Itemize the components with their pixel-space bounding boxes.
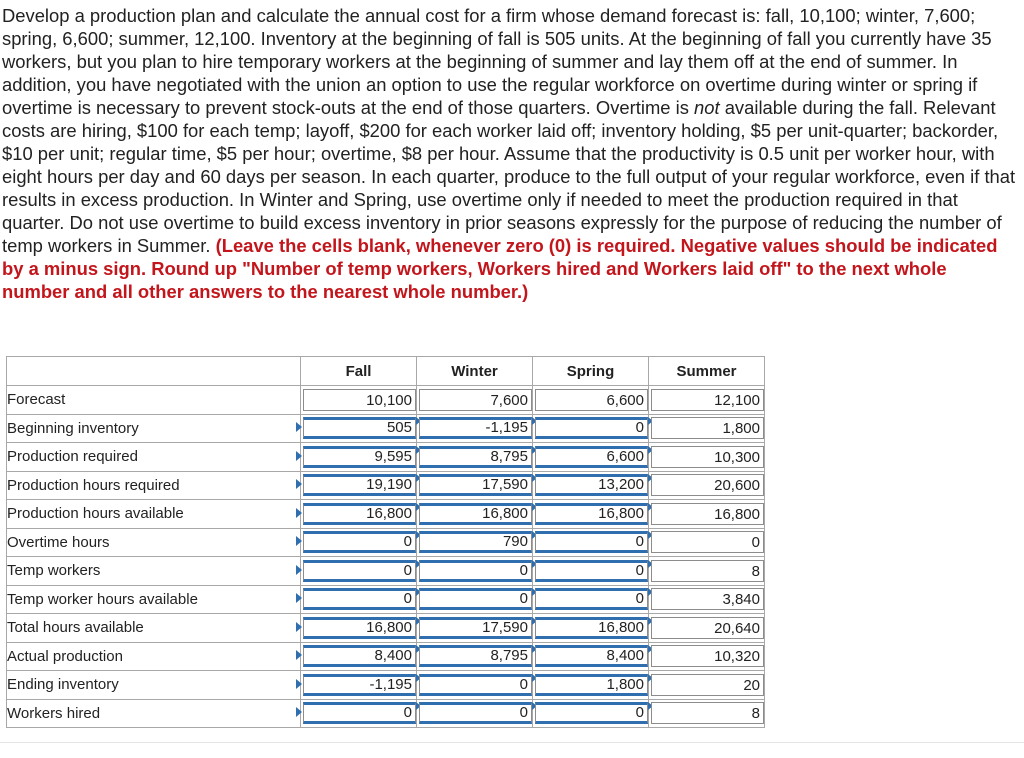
row-label-workers-hired: Workers hired xyxy=(7,699,301,728)
value-input-forecast-summer: 12,100 xyxy=(651,389,764,411)
cell-spring xyxy=(533,471,649,500)
cell-winter xyxy=(417,642,533,671)
value-input-beginning-inventory-spring[interactable]: 0 xyxy=(535,417,648,439)
cell-winter xyxy=(417,528,533,557)
cell-summer xyxy=(649,699,765,728)
value-input-overtime-hours-fall[interactable]: 0 xyxy=(303,531,416,553)
problem-statement xyxy=(2,4,1018,303)
cell-fall xyxy=(301,471,417,500)
table-row xyxy=(7,585,765,614)
cell-summer xyxy=(649,500,765,529)
row-marker-icon xyxy=(296,422,302,432)
value-input-production-hours-available-winter[interactable]: 16,800 xyxy=(419,503,532,525)
value-input-production-hours-available-spring[interactable]: 16,800 xyxy=(535,503,648,525)
cell-fall xyxy=(301,386,417,415)
header-spring: Spring xyxy=(533,357,649,386)
value-input-actual-production-spring[interactable]: 8,400 xyxy=(535,645,648,667)
value-input-overtime-hours-spring[interactable]: 0 xyxy=(535,531,648,553)
cell-fall xyxy=(301,699,417,728)
value-input-ending-inventory-summer[interactable]: 20 xyxy=(651,674,764,696)
cell-spring xyxy=(533,500,649,529)
value-input-production-hours-required-fall[interactable]: 19,190 xyxy=(303,474,416,496)
instruction-text: (Leave the cells blank, whenever zero (0) is required. Negative values should be indicated by a minus sign. Round up "Number of temp workers, Workers hired and Workers laid off" to the next whole number and all other answers to the nearest whole number.) xyxy=(2,235,998,302)
value-input-workers-hired-spring[interactable]: 0 xyxy=(535,702,648,724)
problem-emphasis: not xyxy=(694,97,720,118)
table-row xyxy=(7,500,765,529)
cell-winter xyxy=(417,471,533,500)
cell-fall xyxy=(301,528,417,557)
cell-winter xyxy=(417,671,533,700)
cell-fall xyxy=(301,557,417,586)
value-input-ending-inventory-fall[interactable]: -1,195 xyxy=(303,674,416,696)
table-row xyxy=(7,471,765,500)
cell-summer xyxy=(649,443,765,472)
row-marker-icon xyxy=(296,451,302,461)
row-label-production-hours-required: Production hours required xyxy=(7,471,301,500)
cell-summer xyxy=(649,642,765,671)
cell-summer xyxy=(649,471,765,500)
problem-text-part1: Develop a production plan and calculate the annual cost for a firm whose demand forecast is: fall, 10,100; winter, 7,600; spring, 6,600; summer, 12,100. Inventory at the beginning of fall is 505 units. At the beginning of fall you currently have 35 workers, but you plan to hire temporary workers at the beginning of summer and lay them off at the end of summer. In addition, you have negotiated with the union an option to use the regular workforce on overtime during winter or spring if overtime is necessary to prevent stock-outs at the end of those quarters. Overtime is xyxy=(2,5,992,118)
value-input-ending-inventory-spring[interactable]: 1,800 xyxy=(535,674,648,696)
row-label-total-hours-available: Total hours available xyxy=(7,614,301,643)
header-winter: Winter xyxy=(417,357,533,386)
value-input-beginning-inventory-winter[interactable]: -1,195 xyxy=(419,417,532,439)
value-input-actual-production-summer[interactable]: 10,320 xyxy=(651,645,764,667)
table-row xyxy=(7,699,765,728)
value-input-production-hours-required-winter[interactable]: 17,590 xyxy=(419,474,532,496)
value-input-temp-worker-hours-available-fall[interactable]: 0 xyxy=(303,588,416,610)
cell-spring xyxy=(533,642,649,671)
value-input-total-hours-available-fall[interactable]: 16,800 xyxy=(303,617,416,639)
value-input-overtime-hours-winter[interactable]: 790 xyxy=(419,531,532,553)
table-row xyxy=(7,528,765,557)
value-input-temp-worker-hours-available-winter[interactable]: 0 xyxy=(419,588,532,610)
row-label-beginning-inventory: Beginning inventory xyxy=(7,414,301,443)
cell-winter xyxy=(417,443,533,472)
cell-winter xyxy=(417,585,533,614)
row-label-production-required: Production required xyxy=(7,443,301,472)
value-input-temp-workers-winter[interactable]: 0 xyxy=(419,560,532,582)
value-input-production-hours-available-summer[interactable]: 16,800 xyxy=(651,503,764,525)
cell-spring xyxy=(533,414,649,443)
value-input-beginning-inventory-fall[interactable]: 505 xyxy=(303,417,416,439)
value-input-forecast-fall: 10,100 xyxy=(303,389,416,411)
production-plan-table xyxy=(6,356,765,728)
value-input-workers-hired-winter[interactable]: 0 xyxy=(419,702,532,724)
row-marker-icon xyxy=(296,479,302,489)
row-label-forecast: Forecast xyxy=(7,386,301,415)
value-input-temp-worker-hours-available-summer[interactable]: 3,840 xyxy=(651,588,764,610)
cell-fall xyxy=(301,414,417,443)
cell-winter xyxy=(417,557,533,586)
row-label-temp-workers: Temp workers xyxy=(7,557,301,586)
value-input-forecast-spring: 6,600 xyxy=(535,389,648,411)
cell-spring xyxy=(533,386,649,415)
value-input-temp-worker-hours-available-spring[interactable]: 0 xyxy=(535,588,648,610)
table-row xyxy=(7,443,765,472)
cell-fall xyxy=(301,500,417,529)
value-input-beginning-inventory-summer[interactable]: 1,800 xyxy=(651,417,764,439)
header-row xyxy=(7,357,765,386)
cell-winter xyxy=(417,414,533,443)
table-row xyxy=(7,414,765,443)
cell-winter xyxy=(417,386,533,415)
value-input-forecast-winter: 7,600 xyxy=(419,389,532,411)
cell-fall xyxy=(301,671,417,700)
row-marker-icon xyxy=(296,650,302,660)
cell-fall xyxy=(301,443,417,472)
row-marker-icon xyxy=(296,622,302,632)
cell-spring xyxy=(533,585,649,614)
table-row xyxy=(7,386,765,415)
value-input-production-hours-required-spring[interactable]: 13,200 xyxy=(535,474,648,496)
row-label-ending-inventory: Ending inventory xyxy=(7,671,301,700)
header-summer: Summer xyxy=(649,357,765,386)
cell-fall xyxy=(301,585,417,614)
cell-spring xyxy=(533,528,649,557)
row-marker-icon xyxy=(296,707,302,717)
row-marker-icon xyxy=(296,508,302,518)
table-row xyxy=(7,557,765,586)
cell-summer xyxy=(649,386,765,415)
cell-summer xyxy=(649,528,765,557)
value-input-ending-inventory-winter[interactable]: 0 xyxy=(419,674,532,696)
table-row xyxy=(7,614,765,643)
value-input-workers-hired-fall[interactable]: 0 xyxy=(303,702,416,724)
value-input-total-hours-available-summer[interactable]: 20,640 xyxy=(651,617,764,639)
value-input-actual-production-winter[interactable]: 8,795 xyxy=(419,645,532,667)
row-marker-icon xyxy=(296,679,302,689)
cell-fall xyxy=(301,642,417,671)
value-input-production-required-fall[interactable]: 9,595 xyxy=(303,446,416,468)
row-label-production-hours-available: Production hours available xyxy=(7,500,301,529)
bottom-divider xyxy=(0,742,1024,743)
header-fall: Fall xyxy=(301,357,417,386)
row-label-overtime-hours: Overtime hours xyxy=(7,528,301,557)
row-marker-icon xyxy=(296,593,302,603)
cell-summer xyxy=(649,414,765,443)
value-input-production-hours-required-summer[interactable]: 20,600 xyxy=(651,474,764,496)
cell-fall xyxy=(301,614,417,643)
cell-winter xyxy=(417,614,533,643)
cell-summer xyxy=(649,557,765,586)
value-input-temp-workers-fall[interactable]: 0 xyxy=(303,560,416,582)
table-row xyxy=(7,642,765,671)
problem-text-part2: available during the fall. Relevant costs are hiring, $100 for each temp; layoff, $200 for each worker laid off; inventory holding, $5 per unit-quarter; backorder, $10 per unit; regular time, $5 per hour; overtime, $8 per hour. Assume that the productivity is 0.5 unit per worker hour, with eight hours per day and 60 days per season. In each quarter, produce to the full output of your regular workforce, even if that results in excess production. In Winter and Spring, use overtime only if needed to meet the production required in that quarter. Do not use overtime to build excess inventory in prior seasons expressly for the purpose of reducing the number of temp workers in Summer. xyxy=(2,97,1016,256)
row-marker-icon xyxy=(296,565,302,575)
cell-winter xyxy=(417,699,533,728)
value-input-total-hours-available-winter[interactable]: 17,590 xyxy=(419,617,532,639)
value-input-workers-hired-summer[interactable]: 8 xyxy=(651,702,764,724)
value-input-production-hours-available-fall[interactable]: 16,800 xyxy=(303,503,416,525)
value-input-temp-workers-spring[interactable]: 0 xyxy=(535,560,648,582)
row-label-temp-worker-hours-available: Temp worker hours available xyxy=(7,585,301,614)
value-input-total-hours-available-spring[interactable]: 16,800 xyxy=(535,617,648,639)
cell-spring xyxy=(533,614,649,643)
cell-spring xyxy=(533,443,649,472)
cell-spring xyxy=(533,671,649,700)
row-label-actual-production: Actual production xyxy=(7,642,301,671)
table-row xyxy=(7,671,765,700)
value-input-production-required-summer[interactable]: 10,300 xyxy=(651,446,764,468)
cell-summer xyxy=(649,585,765,614)
cell-summer xyxy=(649,671,765,700)
value-input-temp-workers-summer[interactable]: 8 xyxy=(651,560,764,582)
value-input-actual-production-fall[interactable]: 8,400 xyxy=(303,645,416,667)
cell-winter xyxy=(417,500,533,529)
cell-summer xyxy=(649,614,765,643)
cell-spring xyxy=(533,557,649,586)
value-input-production-required-spring[interactable]: 6,600 xyxy=(535,446,648,468)
corner-header xyxy=(7,357,301,386)
value-input-overtime-hours-summer[interactable]: 0 xyxy=(651,531,764,553)
value-input-production-required-winter[interactable]: 8,795 xyxy=(419,446,532,468)
row-marker-icon xyxy=(296,536,302,546)
cell-spring xyxy=(533,699,649,728)
